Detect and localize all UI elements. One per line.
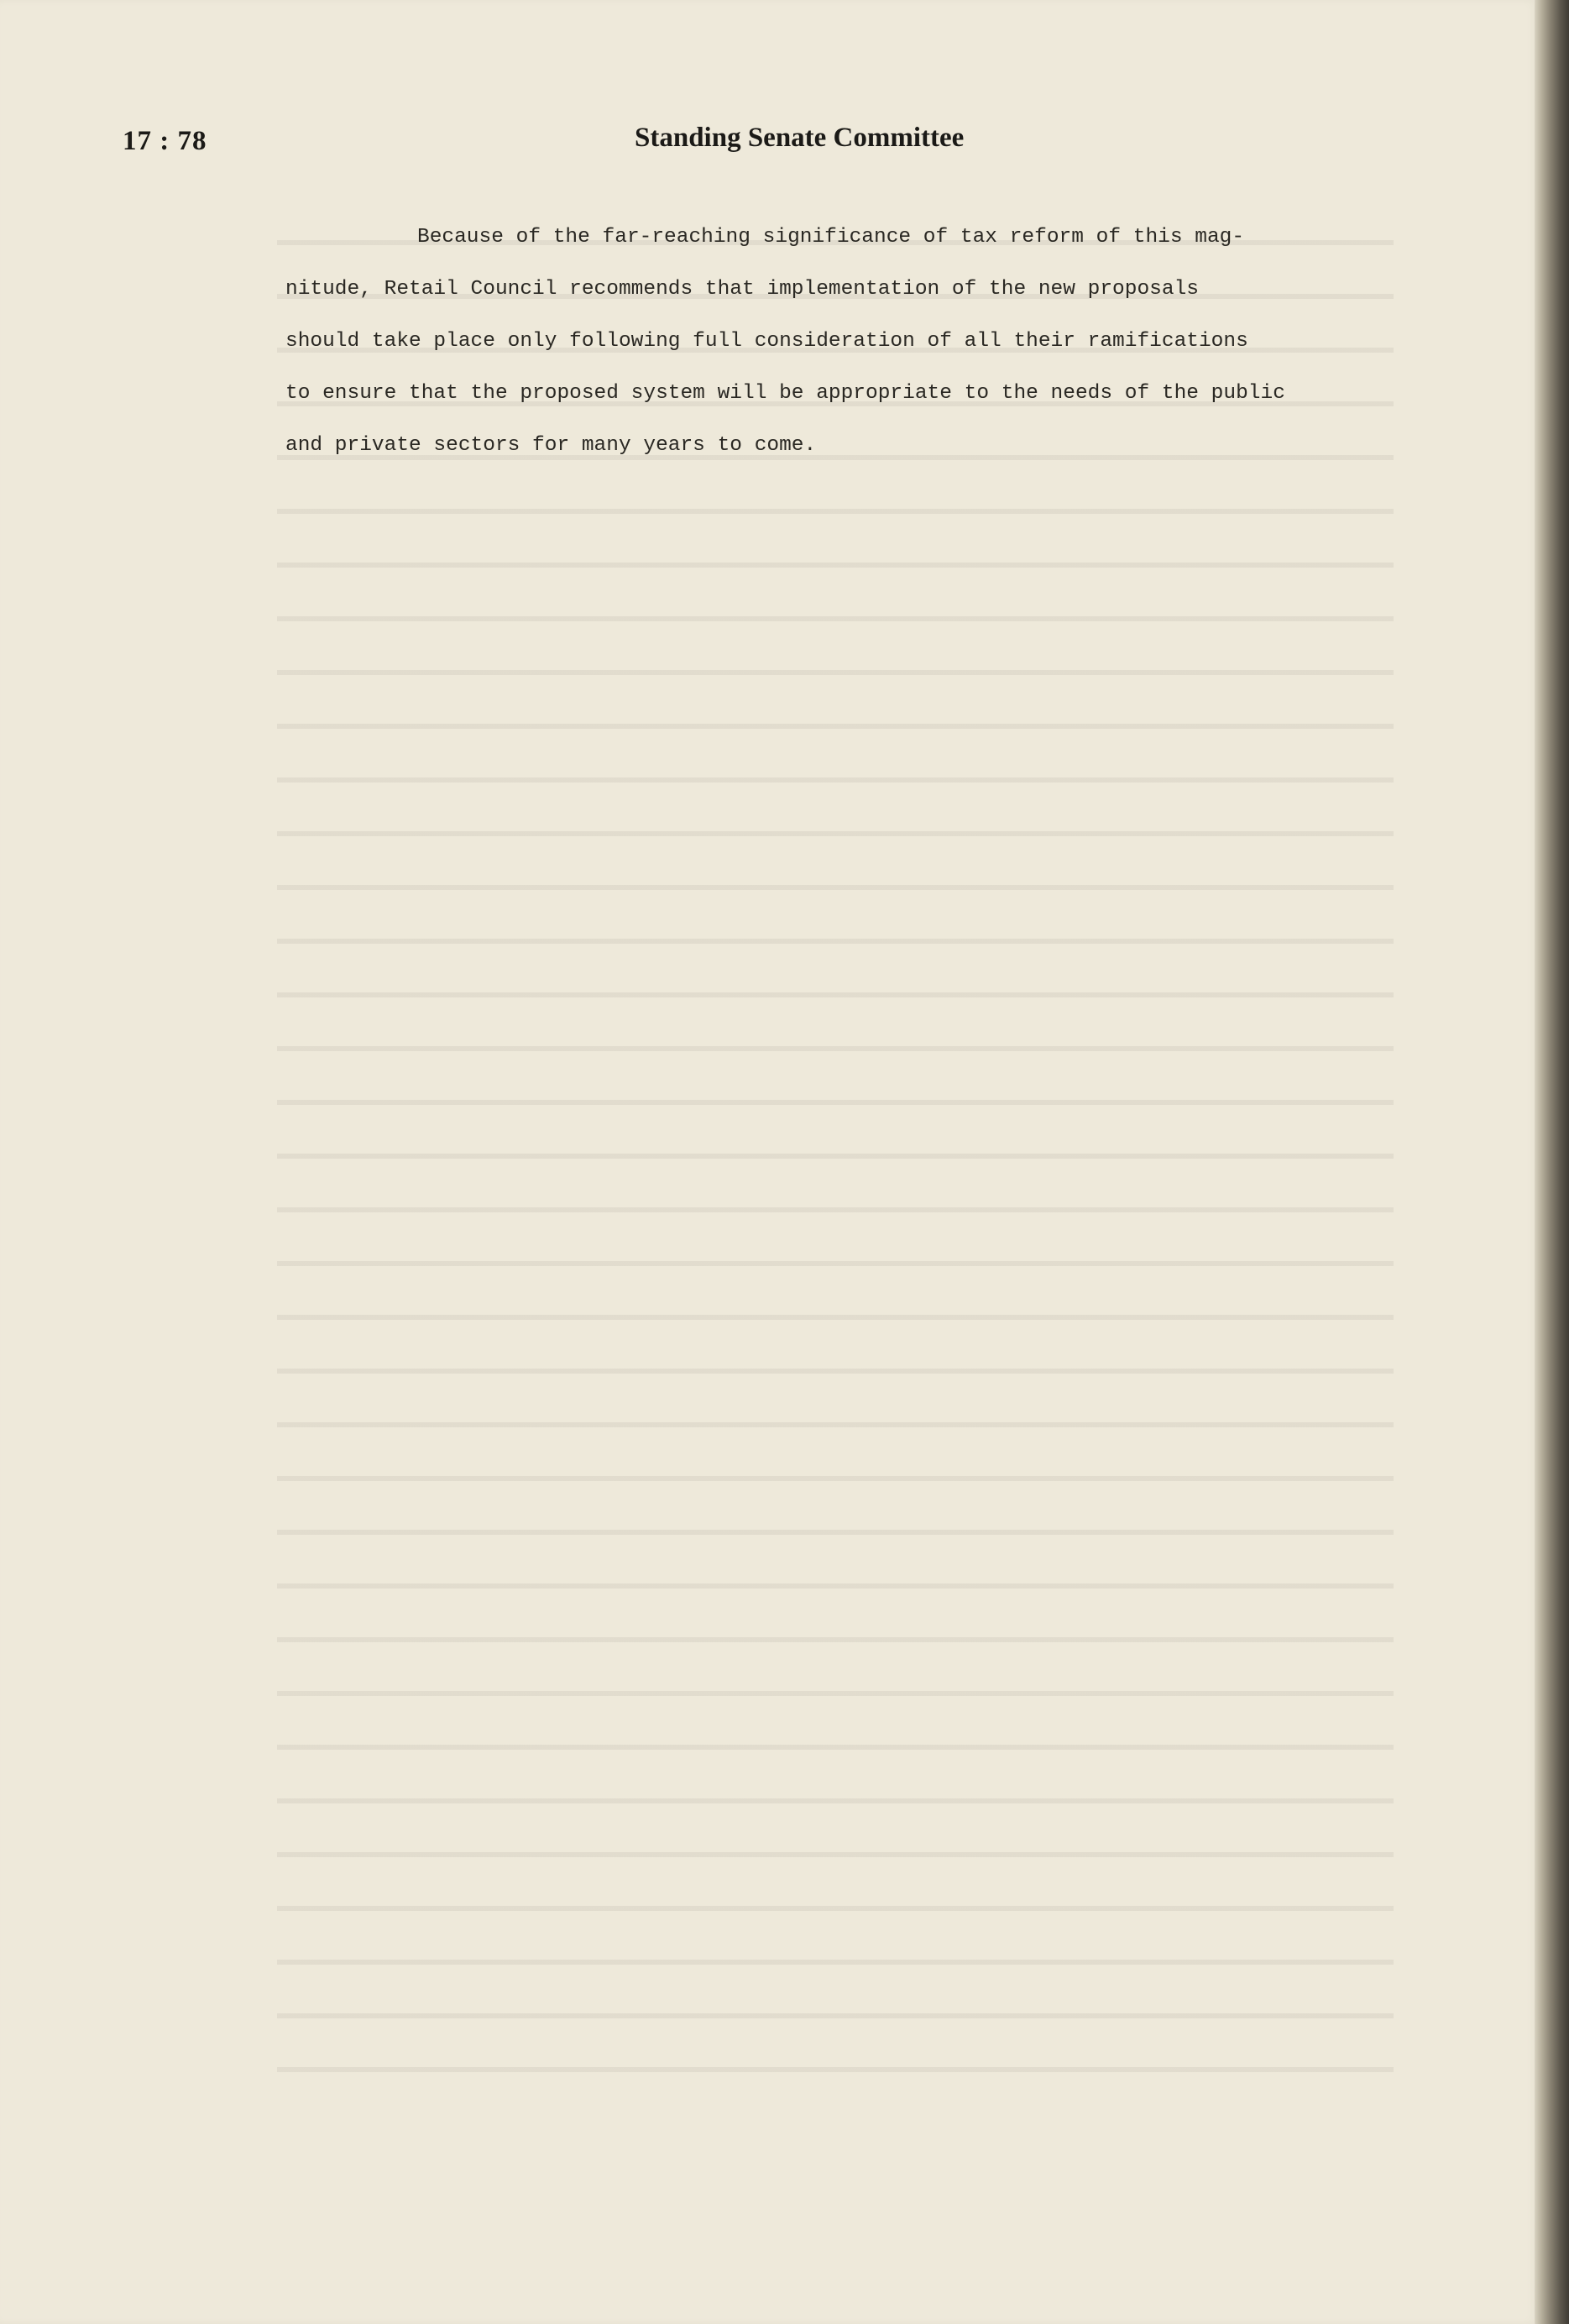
page-number: 17 : 78 <box>123 126 207 156</box>
show-through-text <box>277 202 1394 2091</box>
running-title: Standing Senate Committee <box>635 123 965 153</box>
paragraph-line: Because of the far-reaching significance of tax reform of this mag- <box>417 226 1245 249</box>
body-paragraph <box>285 212 1385 472</box>
paragraph-line: nitude, Retail Council recommends that implementation of the new proposals <box>285 278 1199 301</box>
paragraph-line: should take place only following full consideration of all their ramifications <box>285 330 1248 353</box>
page-header <box>0 119 1538 166</box>
paragraph-line: and private sectors for many years to come. <box>285 434 817 457</box>
book-binding-edge <box>1535 0 1569 2324</box>
paragraph-line: to ensure that the proposed system will be appropriate to the needs of the public <box>285 382 1285 405</box>
